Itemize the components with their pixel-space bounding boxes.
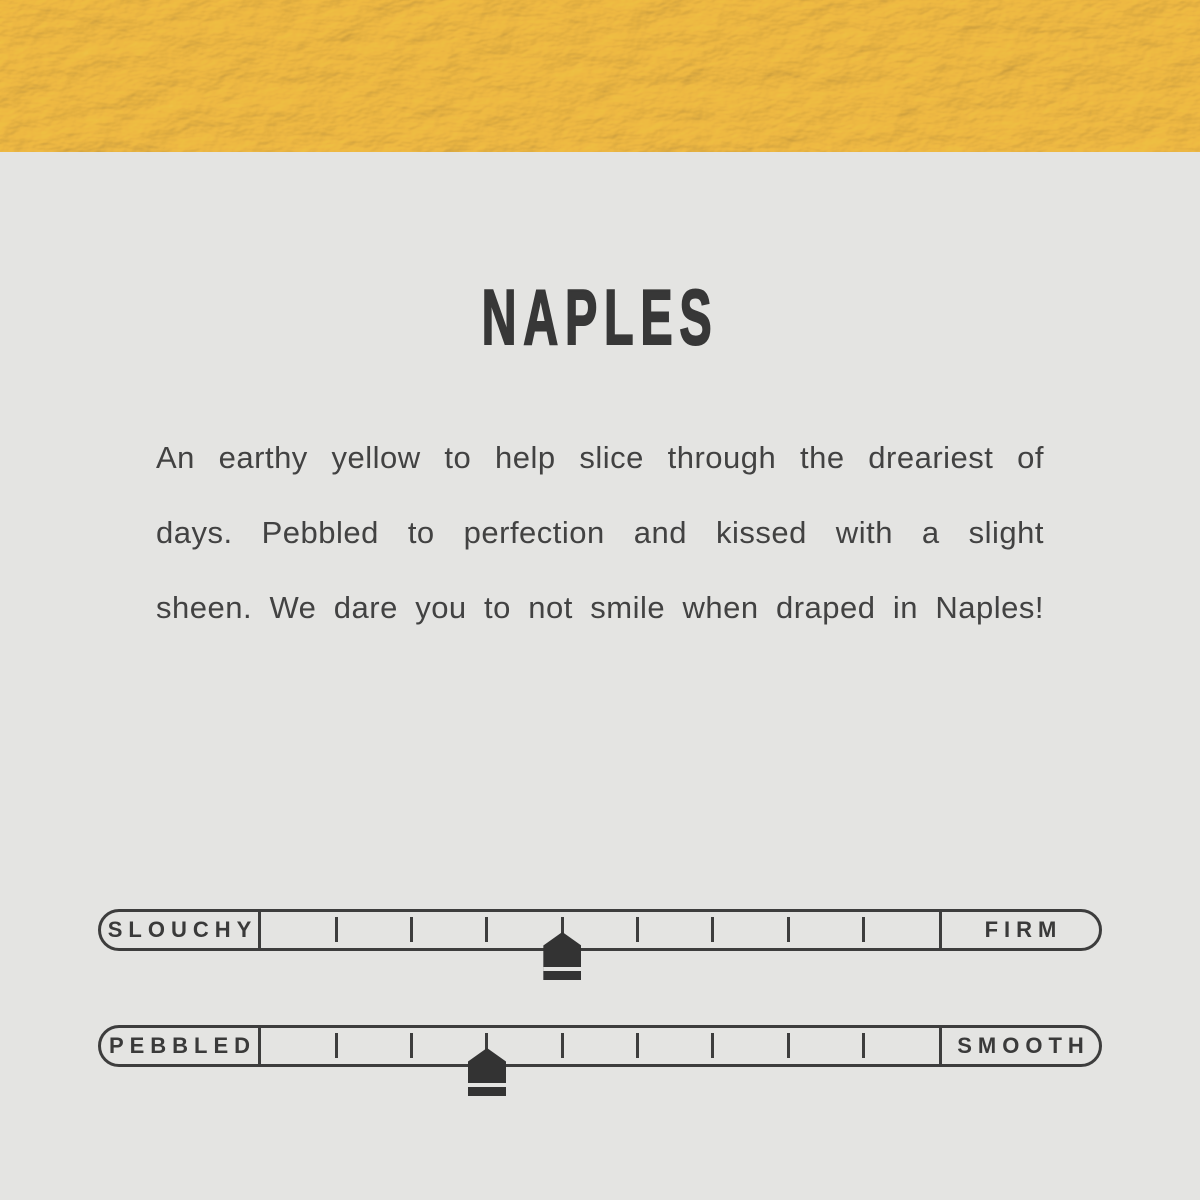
scale-left-cap — [101, 912, 261, 948]
description-line: An earthy yellow to help slice through the dreariest of — [156, 440, 1044, 475]
scale-left-label: PEBBLED — [108, 1033, 257, 1058]
tick-mark — [787, 917, 790, 942]
tick-mark — [561, 1033, 564, 1058]
tick-mark — [711, 917, 714, 942]
description-line: days. Pebbled to perfection and kissed with a slight — [156, 515, 1044, 550]
marker-divider-line — [468, 1083, 506, 1087]
tick-mark — [410, 917, 413, 942]
tick-mark — [787, 1033, 790, 1058]
slider-marker[interactable] — [468, 1048, 506, 1096]
scale-right-label: FIRM — [984, 917, 1063, 942]
tick-mark — [335, 917, 338, 942]
scale-right-cap — [939, 1028, 1099, 1064]
slider-track-middle — [261, 1028, 939, 1064]
tick-mark — [862, 917, 865, 942]
pebbled-smooth-scale — [98, 1025, 1102, 1067]
scale-right-label: SMOOTH — [957, 1033, 1090, 1058]
tick-mark — [862, 1033, 865, 1058]
slouchy-firm-scale — [98, 909, 1102, 951]
marker-divider-line — [543, 967, 581, 971]
tick-mark — [335, 1033, 338, 1058]
leather-base-rect — [0, 0, 1200, 152]
description-line: sheen. We dare you to not smile when draped in Naples! — [156, 590, 1044, 625]
tick-mark — [711, 1033, 714, 1058]
scale-right-cap — [939, 912, 1099, 948]
tick-mark — [410, 1033, 413, 1058]
slider-marker[interactable] — [543, 932, 581, 980]
scale-left-label: SLOUCHY — [107, 917, 258, 942]
scale-left-cap — [101, 1028, 261, 1064]
tick-mark — [636, 1033, 639, 1058]
tick-mark — [636, 917, 639, 942]
leather-swatch-image — [0, 0, 1200, 152]
leather-texture-graphic — [0, 0, 1200, 152]
color-name-title: NAPLES — [481, 273, 719, 361]
color-description — [156, 420, 1044, 645]
tick-mark — [485, 917, 488, 942]
slider-track-middle — [261, 912, 939, 948]
